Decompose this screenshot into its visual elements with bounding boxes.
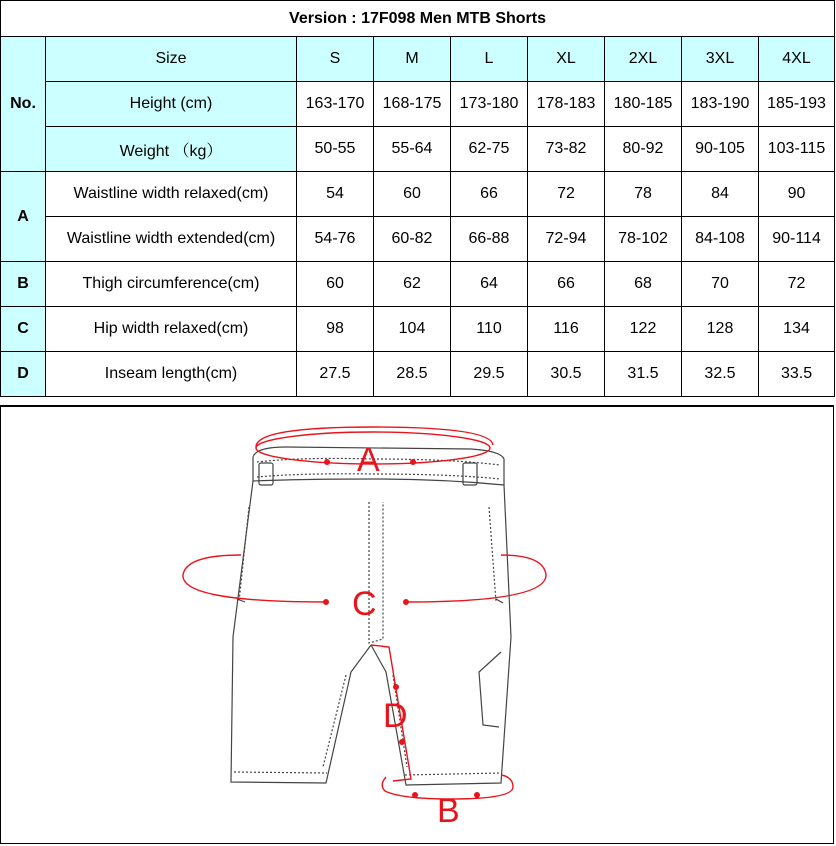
table-cell: 64 [451,262,528,307]
row-label: Hip width relaxed(cm) [46,307,297,352]
diagram-label-c: C [352,585,377,623]
table-cell: 98 [297,307,374,352]
row-label: Waistline width relaxed(cm) [46,172,297,217]
table-cell: 116 [528,307,605,352]
table-cell: 60 [374,172,451,217]
table-cell: 62 [374,262,451,307]
table-cell: 66 [451,172,528,217]
group-label-d: D [1,352,46,397]
table-cell: 29.5 [451,352,528,397]
diagram-label-a: A [357,441,380,479]
table-cell: 78 [605,172,682,217]
table-row-hip [1,307,835,352]
table-cell: 134 [759,307,835,352]
group-label-a: A [1,172,46,262]
group-label-no: No. [1,37,46,172]
table-cell: 55-64 [374,127,451,172]
table-row-waist-relaxed [1,172,835,217]
group-label-b: B [1,262,46,307]
row-label: Height (cm) [46,82,297,127]
table-row-weight [1,127,835,172]
table-cell: 68 [605,262,682,307]
table-cell: 66 [528,262,605,307]
table-row-thigh [1,262,835,307]
row-label: Thigh circumference(cm) [46,262,297,307]
table-cell: 50-55 [297,127,374,172]
table-cell: 90 [759,172,835,217]
size-cell: 4XL [759,37,835,82]
table-cell: 180-185 [605,82,682,127]
table-cell: 33.5 [759,352,835,397]
size-cell: L [451,37,528,82]
table-cell: 73-82 [528,127,605,172]
row-label: Waistline width extended(cm) [46,217,297,262]
table-cell: 30.5 [528,352,605,397]
chart-title: Version : 17F098 Men MTB Shorts [1,1,835,37]
row-label: Size [46,37,297,82]
table-cell: 110 [451,307,528,352]
table-row-inseam [1,352,835,397]
size-cell: 3XL [682,37,759,82]
table-cell: 122 [605,307,682,352]
table-row-size [1,37,835,82]
table-cell: 72-94 [528,217,605,262]
size-cell: M [374,37,451,82]
row-label: Inseam length(cm) [46,352,297,397]
table-cell: 80-92 [605,127,682,172]
table-row-waist-extended [1,217,835,262]
table-cell: 31.5 [605,352,682,397]
table-cell: 27.5 [297,352,374,397]
diagram-label-b: B [437,792,460,830]
table-cell: 183-190 [682,82,759,127]
table-row-height [1,82,835,127]
table-cell: 84 [682,172,759,217]
table-cell: 62-75 [451,127,528,172]
size-cell: XL [528,37,605,82]
group-label-c: C [1,307,46,352]
table-cell: 185-193 [759,82,835,127]
table-cell: 90-114 [759,217,835,262]
table-cell: 54 [297,172,374,217]
table-cell: 78-102 [605,217,682,262]
table-cell: 103-115 [759,127,835,172]
diagram-label-d: D [383,697,408,735]
size-cell: 2XL [605,37,682,82]
measure-points [323,459,480,798]
table-cell: 28.5 [374,352,451,397]
table-cell: 163-170 [297,82,374,127]
size-cell: S [297,37,374,82]
table-cell: 173-180 [451,82,528,127]
table-cell: 66-88 [451,217,528,262]
table-cell: 84-108 [682,217,759,262]
shorts-illustration [1,407,833,844]
table-cell: 104 [374,307,451,352]
size-chart-table [0,0,835,397]
shorts-measurement-diagram [0,405,834,844]
table-cell: 168-175 [374,82,451,127]
table-cell: 178-183 [528,82,605,127]
table-cell: 72 [759,262,835,307]
table-cell: 72 [528,172,605,217]
table-cell: 128 [682,307,759,352]
table-cell: 54-76 [297,217,374,262]
table-cell: 60-82 [374,217,451,262]
table-cell: 32.5 [682,352,759,397]
row-label: Weight （kg） [46,127,297,172]
table-cell: 60 [297,262,374,307]
table-cell: 70 [682,262,759,307]
table-cell: 90-105 [682,127,759,172]
